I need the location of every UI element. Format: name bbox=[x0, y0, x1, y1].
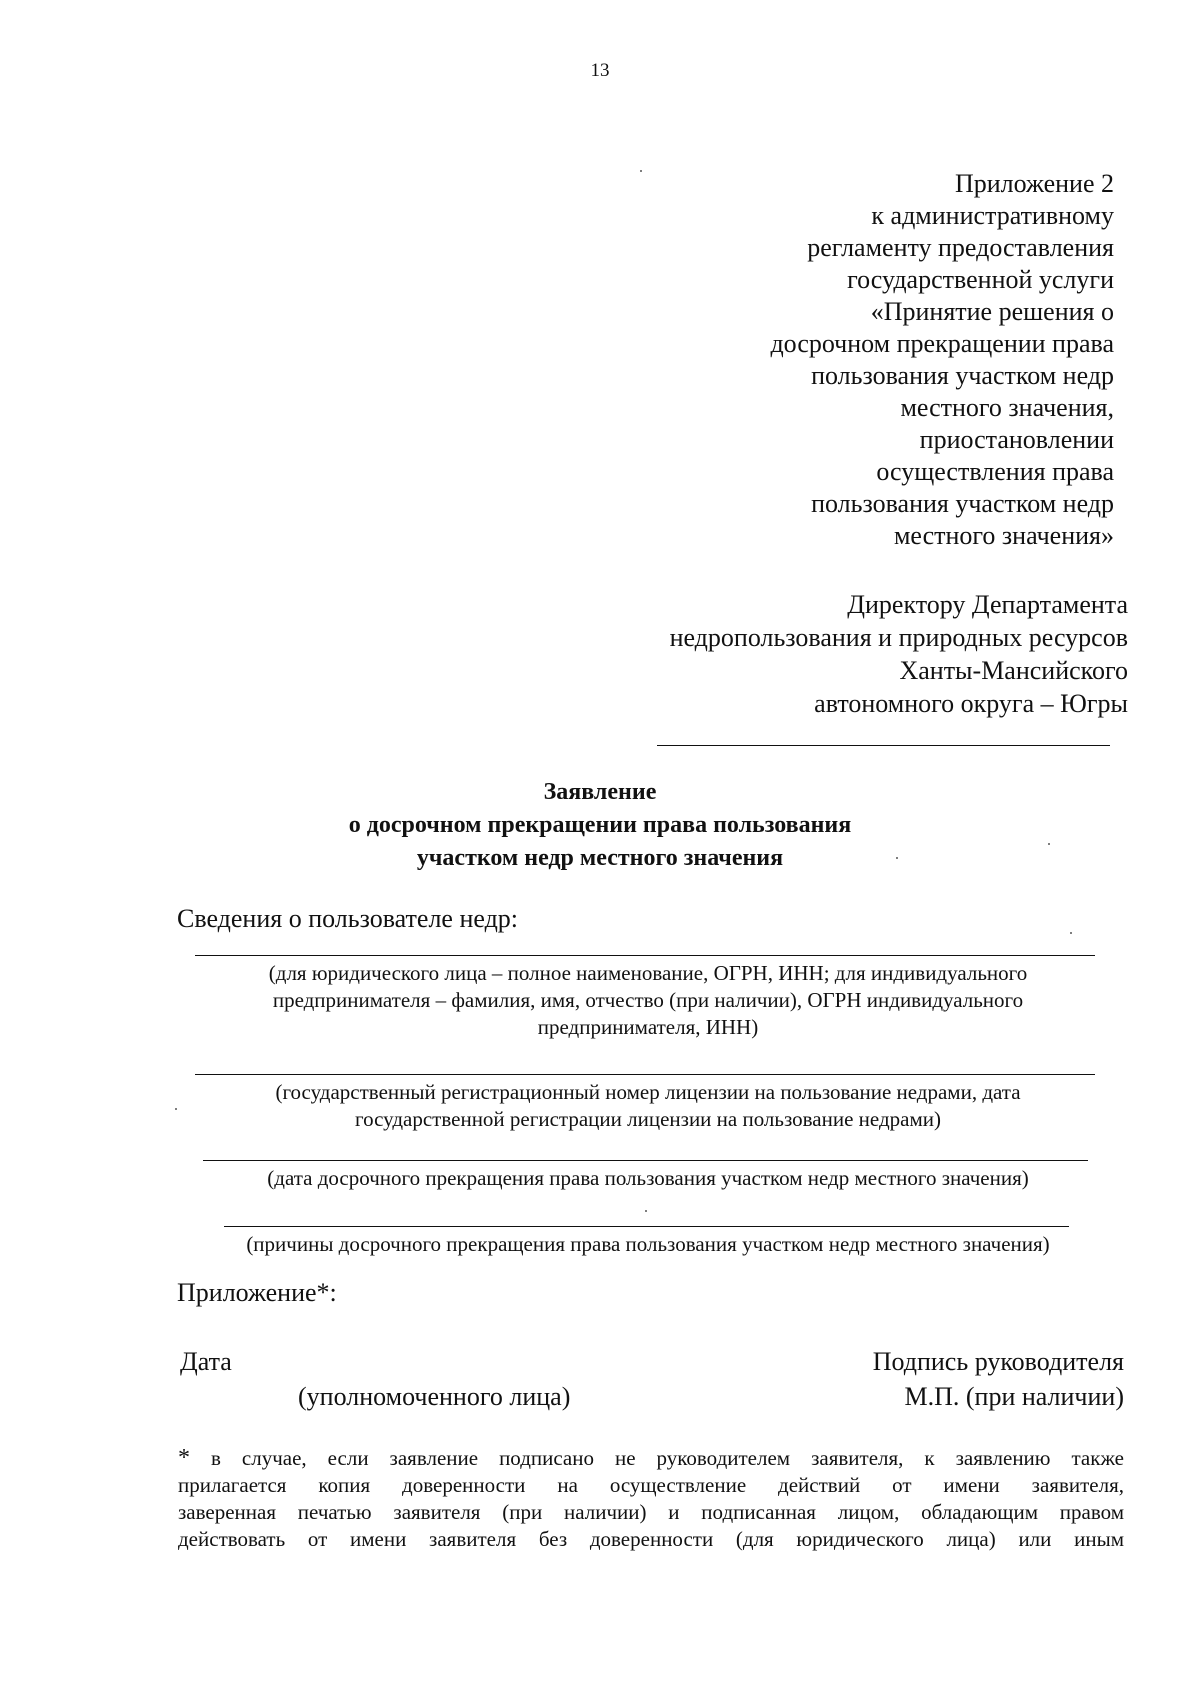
field-hint-license bbox=[170, 1079, 1126, 1133]
hint-line: (дата досрочного прекращения права пользования участком недр местного значения) bbox=[267, 1166, 1029, 1190]
field-blank-applicant[interactable] bbox=[195, 955, 1095, 956]
hint-line: (государственный регистрационный номер лицензии на пользование недрами, дата bbox=[275, 1080, 1021, 1104]
title-line: о досрочном прекращении права пользования bbox=[348, 812, 852, 838]
appendix-line: пользования участком недр bbox=[811, 361, 1114, 390]
subsoil-user-label: Сведения о пользователе недр: bbox=[177, 904, 519, 933]
appendix-line: осуществления права bbox=[876, 457, 1114, 486]
scan-speck bbox=[175, 1108, 177, 1110]
addressee-line: недропользования и природных ресурсов bbox=[669, 623, 1128, 652]
hint-line: (для юридического лица – полное наименование, ОГРН, ИНН; для индивидуального bbox=[268, 961, 1028, 985]
scan-speck bbox=[645, 1210, 647, 1212]
field-blank-termination-reasons[interactable] bbox=[224, 1226, 1069, 1227]
document-title bbox=[0, 776, 1200, 875]
scan-speck bbox=[1048, 843, 1050, 845]
appendix-line: пользования участком недр bbox=[811, 489, 1114, 518]
appendix-line: к административному bbox=[871, 201, 1114, 230]
field-hint-termination-reasons bbox=[170, 1231, 1126, 1258]
addressee-line: Ханты-Мансийского bbox=[899, 656, 1128, 685]
title-line: участком недр местного значения bbox=[416, 845, 784, 871]
title-line: Заявление bbox=[543, 779, 657, 805]
field-blank-license[interactable] bbox=[195, 1074, 1095, 1075]
footnote-line: действовать от имени заявителя без доверенности (для юридического лица) или иным bbox=[178, 1527, 1124, 1551]
field-blank-termination-date[interactable] bbox=[203, 1160, 1088, 1161]
appendix-line: досрочном прекращении права bbox=[770, 329, 1114, 358]
footnote-line bbox=[178, 1445, 1124, 1472]
addressee-block bbox=[670, 588, 1128, 720]
appendix-line: регламенту предоставления bbox=[807, 233, 1114, 262]
field-hint-applicant bbox=[170, 960, 1126, 1041]
footnote-line: заверенная печатью заявителя (при наличии) и подписанная лицом, обладающим правом bbox=[178, 1500, 1124, 1524]
appendix-line: Приложение 2 bbox=[954, 169, 1114, 198]
attachments-label: Приложение*: bbox=[177, 1278, 337, 1307]
appendix-block bbox=[770, 168, 1114, 552]
appendix-line: приостановлении bbox=[919, 425, 1114, 454]
hint-line: (причины досрочного прекращения права пользования участком недр местного значения) bbox=[246, 1232, 1050, 1256]
appendix-line: государственной услуги bbox=[847, 265, 1114, 294]
hint-line: предпринимателя, ИНН) bbox=[537, 1015, 759, 1039]
signature-label: Подпись руководителя bbox=[872, 1347, 1124, 1376]
appendix-line: местного значения» bbox=[893, 521, 1114, 550]
addressee-line: Директору Департамента bbox=[847, 590, 1128, 619]
page-number: 13 bbox=[590, 60, 610, 81]
addressee-name-blank[interactable] bbox=[657, 745, 1110, 746]
hint-line: государственной регистрации лицензии на пользование недрами) bbox=[355, 1107, 941, 1131]
footnote bbox=[178, 1445, 1124, 1553]
scan-speck bbox=[896, 857, 898, 859]
scan-speck bbox=[1070, 932, 1072, 934]
hint-line: предпринимателя – фамилия, имя, отчество (при наличии), ОГРН индивидуального bbox=[272, 988, 1024, 1012]
stamp-label: М.П. (при наличии) bbox=[904, 1382, 1124, 1411]
field-hint-termination-date bbox=[170, 1165, 1126, 1192]
appendix-line: местного значения, bbox=[900, 393, 1114, 422]
scan-speck bbox=[640, 170, 642, 172]
footnote-star: * bbox=[178, 1445, 190, 1471]
footnote-text: в случае, если заявление подписано не руководителем заявителя, к заявлению также bbox=[211, 1446, 1124, 1470]
authorized-person-label: (уполномоченного лица) bbox=[298, 1382, 571, 1411]
date-label: Дата bbox=[180, 1347, 232, 1376]
footnote-line: прилагается копия доверенности на осуществление действий от имени заявителя, bbox=[178, 1473, 1124, 1497]
addressee-line: автономного округа – Югры bbox=[814, 689, 1128, 718]
appendix-line: «Принятие решения о bbox=[870, 297, 1114, 326]
